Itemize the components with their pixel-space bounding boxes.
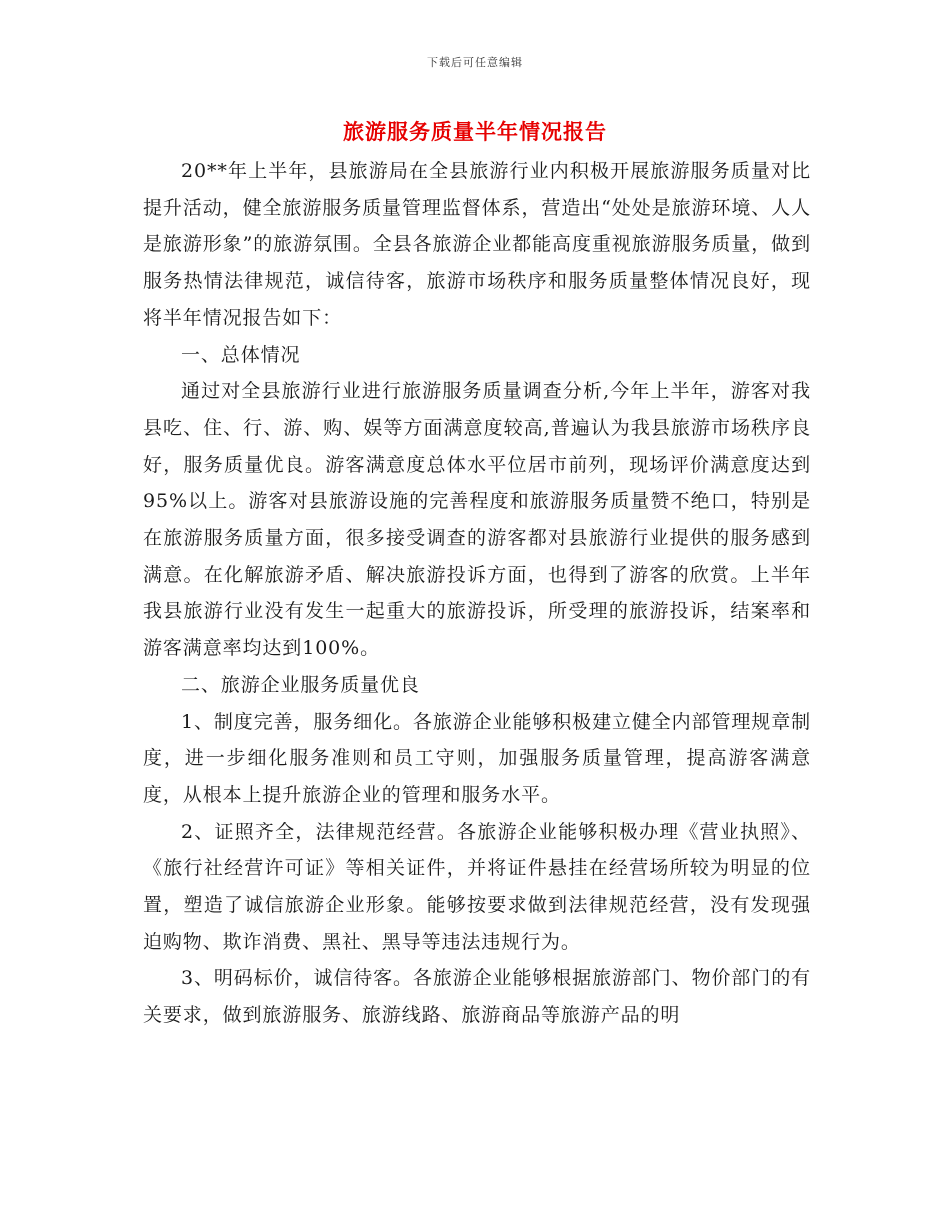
- paragraph-overall: 通过对全县旅游行业进行旅游服务质量调查分析,今年上半年，游客对我县吃、住、行、游、购、娱等方面满意度较高,普遍认为我县旅游市场秩序良好，服务质量优良。游客满意度总体水平位居市前列，现场评价满意度达到95%以上。游客对县旅游设施的完善程度和旅游服务质量赞不绝口，特别是在旅游服务质量方面，很多接受调查的游客都对县旅游行业提供的服务感到满意。在化解旅游矛盾、解决旅游投诉方面，也得到了游客的欣赏。上半年我县旅游行业没有发生一起重大的旅游投诉，所受理的旅游投诉，结案率和游客满意率均达到100%。: [143, 380, 811, 660]
- paragraph-item-3: 3、明码标价，诚信待客。各旅游企业能够根据旅游部门、物价部门的有关要求，做到旅游服务、旅游线路、旅游商品等旅游产品的明: [143, 967, 811, 1027]
- paragraph-item-1: 1、制度完善，服务细化。各旅游企业能够积极建立健全内部管理规章制度，进一步细化服务准则和员工守则，加强服务质量管理，提高游客满意度，从根本上提升旅游企业的管理和服务水平。: [143, 710, 811, 806]
- section-heading-overall: 一、总体情况: [181, 343, 301, 366]
- paragraph-item-2: 2、证照齐全，法律规范经营。各旅游企业能够积极办理《营业执照》、《旅行社经营许可证》等相关证件，并将证件悬挂在经营场所较为明显的位置，塑造了诚信旅游企业形象。能够按要求做到法律规范经营，没有发现强迫购物、欺诈消费、黑社、黑导等违法违规行为。: [143, 820, 811, 953]
- section-heading-quality: 二、旅游企业服务质量优良: [181, 673, 420, 696]
- document-body: [143, 153, 811, 1034]
- paragraph-intro: 20**年上半年，县旅游局在全县旅游行业内积极开展旅游服务质量对比提升活动，健全旅游服务质量管理监督体系，营造出“处处是旅游环境、人人是旅游形象”的旅游氛围。全县各旅游企业都能高度重视旅游服务质量，做到服务热情法律规范，诚信待客，旅游市场秩序和服务质量整体情况良好，现将半年情况报告如下：: [143, 160, 811, 329]
- document-title: 旅游服务质量半年情况报告: [343, 119, 607, 144]
- page-header-note: 下载后可任意编辑: [427, 56, 523, 69]
